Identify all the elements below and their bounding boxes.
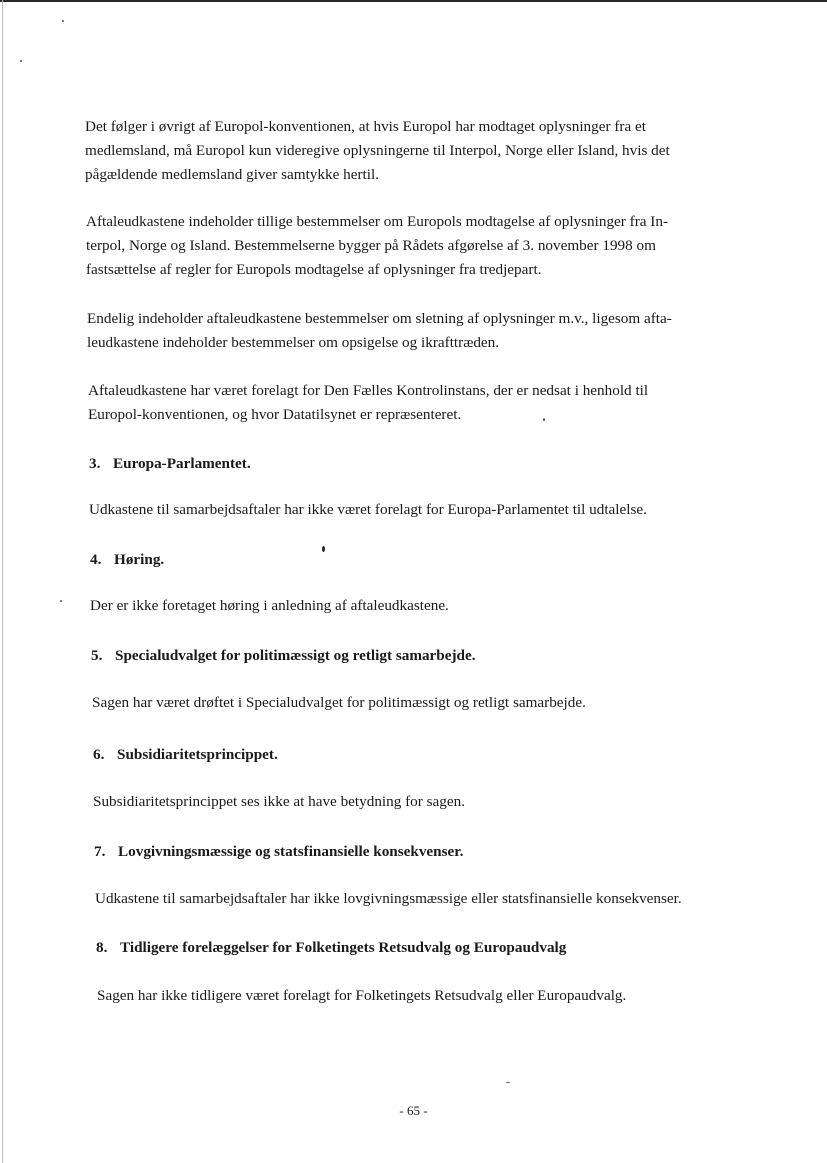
section-text-6: Subsidiaritetsprincippet ses ikke at have betydning for sagen. bbox=[93, 793, 466, 810]
text-line: medlemsland, må Europol kun videregive oplysningerne til Interpol, Norge eller Island, hvis det bbox=[85, 142, 670, 159]
section-heading-8 bbox=[96, 936, 566, 960]
section-heading-3 bbox=[89, 452, 251, 476]
section-heading-4 bbox=[90, 548, 164, 572]
paragraph-deletion-provisions bbox=[87, 307, 672, 355]
text-line: pågældende medlemsland giver samtykke hertil. bbox=[85, 166, 379, 183]
paragraph-joint-supervisory-body bbox=[88, 379, 648, 427]
section-title: Subsidiaritetsprincippet. bbox=[117, 746, 278, 763]
section-text-7: Udkastene til samarbejdsaftaler har ikke lovgivningsmæssige eller statsfinansielle konsekvenser. bbox=[95, 890, 682, 907]
paragraph-europol-disclosure bbox=[85, 115, 670, 187]
scan-top-border bbox=[0, 0, 827, 2]
text-line: Aftaleudkastene indeholder tillige bestemmelser om Europols modtagelse af oplysninger fra In- bbox=[86, 213, 669, 230]
section-number: 7. bbox=[94, 843, 106, 860]
text-line: Det følger i øvrigt af Europol-konventionen, at hvis Europol har modtaget oplysninger fra et bbox=[85, 118, 646, 135]
section-title: Høring. bbox=[114, 551, 165, 568]
text-line: Endelig indeholder aftaleudkastene bestemmelser om sletning af oplysninger m.v., ligesom afta- bbox=[87, 310, 672, 327]
section-text-4: Der er ikke foretaget høring i anledning af aftaleudkastene. bbox=[90, 597, 449, 614]
section-number: 8. bbox=[96, 939, 108, 956]
section-number: 4. bbox=[90, 551, 102, 568]
section-title: Lovgivningsmæssige og statsfinansielle konsekvenser. bbox=[118, 843, 464, 860]
scan-speck bbox=[62, 20, 64, 22]
text-line: terpol, Norge og Island. Bestemmelserne bygger på Rådets afgørelse af 3. november 1998 om bbox=[86, 237, 656, 254]
page-number: - 65 - bbox=[399, 1103, 428, 1118]
section-title: Specialudvalget for politimæssigt og retligt samarbejde. bbox=[115, 647, 476, 664]
section-number: 3. bbox=[89, 455, 101, 472]
scan-speck bbox=[20, 60, 22, 62]
section-title: Europa-Parlamentet. bbox=[113, 455, 251, 472]
text-line: leudkastene indeholder bestemmelser om opsigelse og ikrafttræden. bbox=[87, 334, 500, 351]
scan-speck bbox=[60, 600, 62, 602]
section-heading-7 bbox=[94, 840, 463, 864]
paragraph-europol-reception bbox=[86, 210, 668, 282]
scan-speck bbox=[322, 546, 325, 552]
scan-speck bbox=[543, 418, 545, 421]
text-line: fastsættelse af regler for Europols modtagelse af oplysninger fra tredjepart. bbox=[86, 261, 542, 278]
section-text-3: Udkastene til samarbejdsaftaler har ikke været forelagt for Europa-Parlamentet til udtalelse. bbox=[89, 501, 647, 518]
section-title: Tidligere forelæggelser for Folketingets Retsudvalg og Europaudvalg bbox=[120, 939, 567, 956]
scan-speck bbox=[506, 1082, 510, 1083]
section-text-8: Sagen har ikke tidligere været forelagt for Folketingets Retsudvalg eller Europaudvalg. bbox=[97, 987, 627, 1004]
text-line: Europol-konventionen, og hvor Datatilsynet er repræsenteret. bbox=[88, 406, 462, 423]
section-number: 6. bbox=[93, 746, 105, 763]
text-line: Aftaleudkastene har været forelagt for Den Fælles Kontrolinstans, der er nedsat i henhold til bbox=[88, 382, 649, 399]
section-text-5: Sagen har været drøftet i Specialudvalget for politimæssigt og retligt samarbejde. bbox=[92, 694, 586, 711]
section-heading-5 bbox=[91, 644, 476, 668]
section-heading-6 bbox=[93, 743, 278, 767]
scan-left-edge bbox=[2, 0, 3, 1163]
section-number: 5. bbox=[91, 647, 103, 664]
